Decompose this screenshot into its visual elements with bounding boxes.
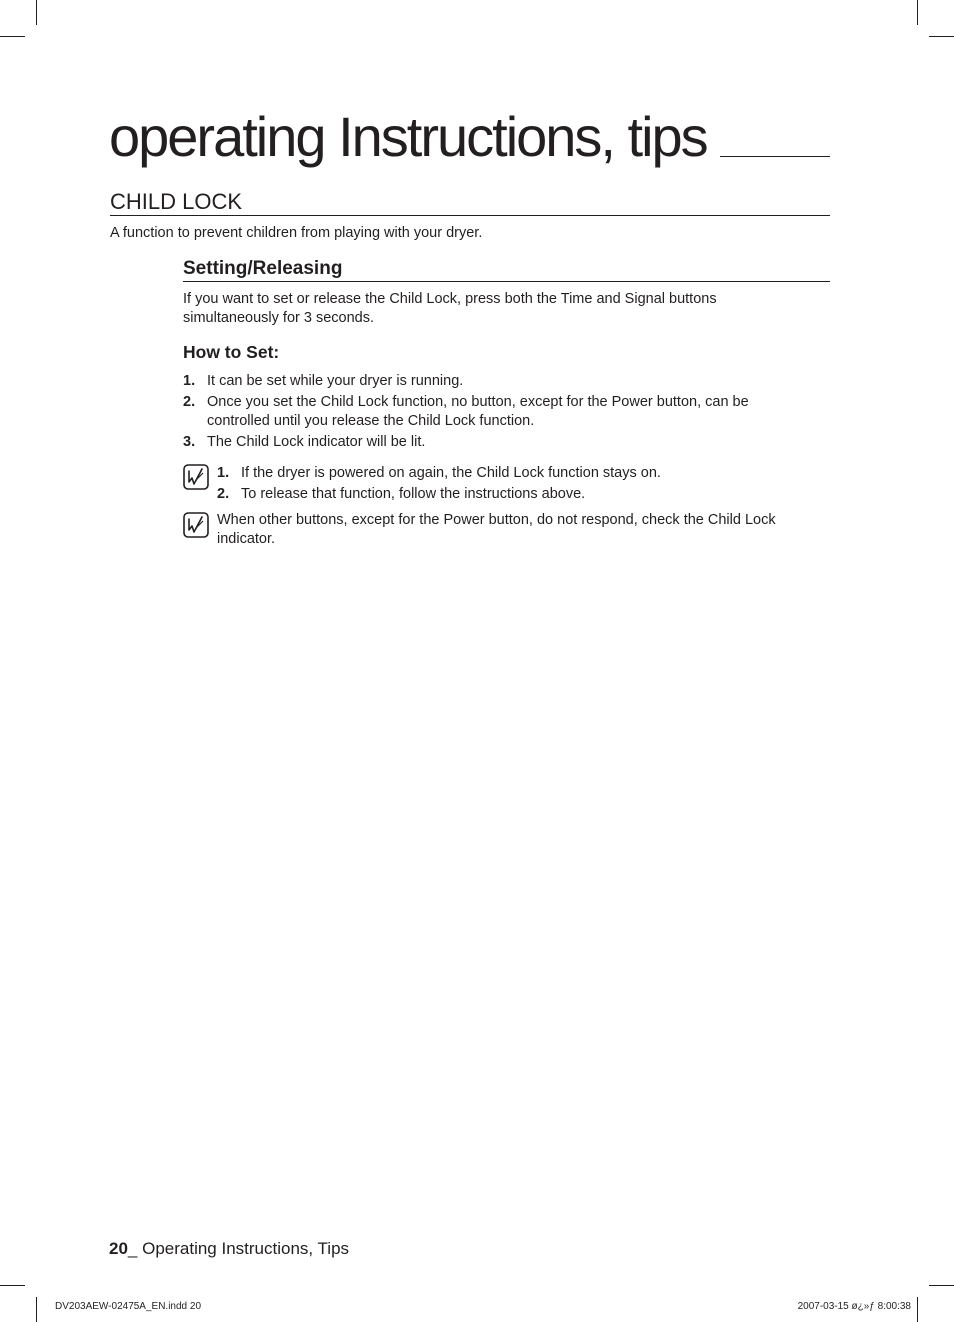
section-heading: CHILD LOCK — [110, 189, 243, 214]
note-item-number: 2. — [217, 486, 230, 502]
crop-mark — [929, 36, 954, 37]
crop-mark — [929, 1285, 954, 1286]
step-text: The Child Lock indicator will be lit. — [207, 434, 426, 450]
note-item-number: 1. — [217, 465, 230, 481]
step-text: controlled until you release the Child Lock function. — [207, 413, 535, 429]
note-item-text: To release that function, follow the instructions above. — [241, 486, 586, 502]
setting-rule — [183, 281, 830, 282]
slug-timestamp: 2007-03-15 ø¿»ƒ 8:00:38 — [797, 1301, 911, 1312]
crop-mark — [917, 0, 918, 25]
note-text: When other buttons, except for the Power button, do not respond, check the Child Lock — [217, 512, 776, 528]
step-text: It can be set while your dryer is running. — [207, 373, 464, 389]
crop-mark — [0, 1285, 25, 1286]
note-item-text: If the dryer is powered on again, the Child Lock function stays on. — [241, 465, 661, 481]
note-text: indicator. — [217, 531, 276, 547]
page-footer — [109, 1239, 349, 1259]
crop-mark — [36, 0, 37, 25]
page-number: 20 — [109, 1239, 128, 1258]
section-intro: A function to prevent children from playing with your dryer. — [110, 225, 483, 241]
step-number: 3. — [183, 434, 196, 450]
title-rule — [720, 156, 830, 157]
footer-label: _ Operating Instructions, Tips — [127, 1239, 350, 1258]
how-to-set-heading: How to Set: — [183, 342, 280, 362]
slug-filename: DV203AEW-02475A_EN.indd 20 — [55, 1301, 202, 1312]
step-number: 2. — [183, 394, 196, 410]
page-title: operating Instructions, tips — [109, 105, 707, 168]
setting-body-line: simultaneously for 3 seconds. — [183, 310, 375, 326]
note-icon — [183, 512, 209, 538]
step-number: 1. — [183, 373, 196, 389]
crop-mark — [917, 1297, 918, 1322]
note-icon — [183, 464, 209, 490]
crop-mark — [36, 1297, 37, 1322]
crop-mark — [0, 36, 25, 37]
setting-body-line: If you want to set or release the Child Lock, press both the Time and Signal buttons — [183, 291, 717, 307]
section-rule — [110, 215, 830, 216]
step-text: Once you set the Child Lock function, no button, except for the Power button, can be — [207, 394, 749, 410]
setting-heading: Setting/Releasing — [183, 258, 343, 279]
